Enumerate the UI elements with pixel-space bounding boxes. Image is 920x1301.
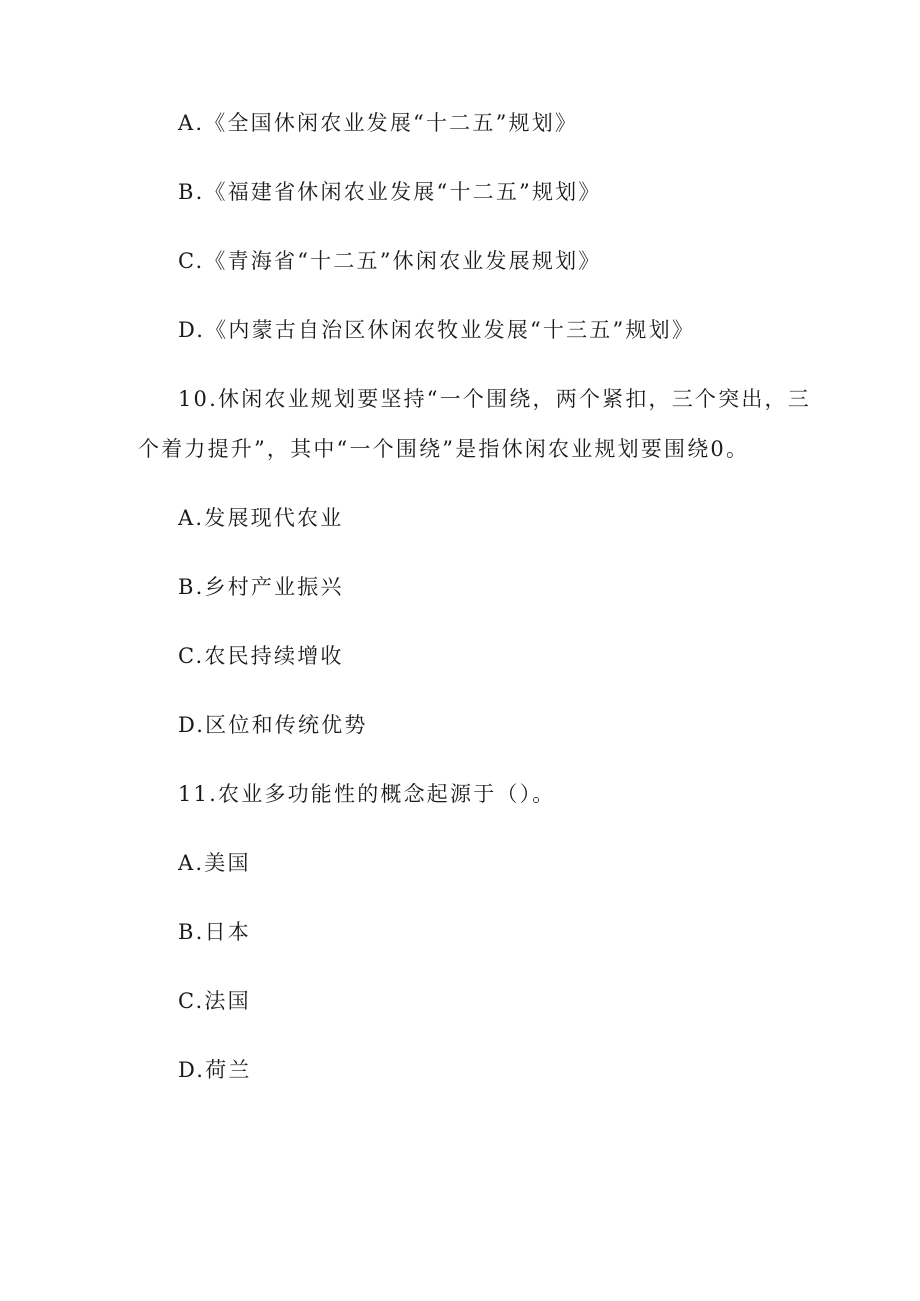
q11-option-d: D.荷兰 bbox=[178, 1058, 252, 1082]
q10-option-d: D.区位和传统优势 bbox=[178, 713, 368, 737]
q11-option-b: B.日本 bbox=[178, 920, 251, 944]
q9-option-a: A.《全国休闲农业发展“十二五”规划》 bbox=[178, 111, 579, 135]
q11-option-a: A.美国 bbox=[178, 851, 251, 875]
q9-option-d: D.《内蒙古自治区休闲农牧业发展“十三五”规划》 bbox=[178, 318, 696, 342]
q10-text-line1: 10.休闲农业规划要坚持“一个围绕，两个紧扣，三个突出，三 bbox=[178, 387, 811, 411]
q10-option-b: B.乡村产业振兴 bbox=[178, 575, 344, 599]
q11-option-c: C.法国 bbox=[178, 989, 251, 1013]
q9-option-c: C.《青海省“十二五”休闲农业发展规划》 bbox=[178, 249, 602, 273]
q10-option-a: A.发展现代农业 bbox=[178, 506, 344, 530]
q11-text: 11.农业多功能性的概念起源于（）。 bbox=[178, 782, 556, 806]
q10-option-c: C.农民持续增收 bbox=[178, 644, 344, 668]
q10-text-line2: 个着力提升”，其中“一个围绕”是指休闲农业规划要围绕0。 bbox=[138, 437, 750, 461]
q9-option-b: B.《福建省休闲农业发展“十二五”规划》 bbox=[178, 180, 602, 204]
